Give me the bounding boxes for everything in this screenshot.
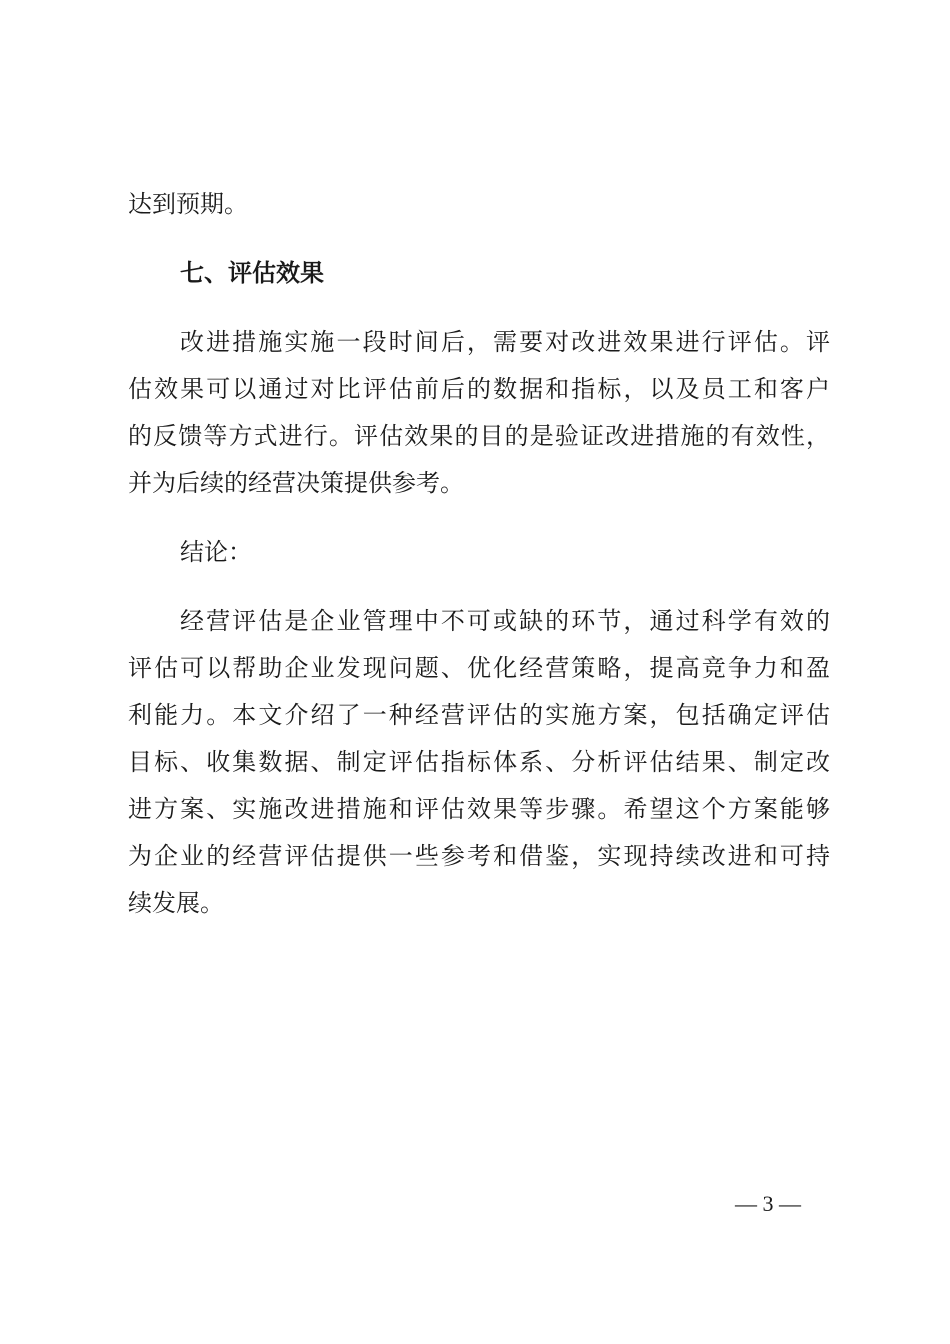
paragraph-line: 目标、收集数据、制定评估指标体系、分析评估结果、制定改 xyxy=(128,748,830,776)
paragraph-gap xyxy=(128,297,830,319)
paragraph-line: 续发展。 xyxy=(128,889,224,917)
paragraph-line: 评估可以帮助企业发现问题、优化经营策略，提高竞争力和盈 xyxy=(128,654,830,682)
paragraph-gap xyxy=(128,507,830,529)
paragraph-line: 的反馈等方式进行。评估效果的目的是验证改进措施的有效性， xyxy=(128,422,830,450)
paragraph-line: 改进措施实施一段时间后，需要对改进效果进行评估。评 xyxy=(180,328,830,356)
paragraph-gap xyxy=(128,228,830,250)
page-number: — 3 — xyxy=(735,1191,801,1216)
paragraph-line: 并为后续的经营决策提供参考。 xyxy=(128,469,464,497)
section-paragraph xyxy=(128,319,830,507)
paragraph-line: 进方案、实施改进措施和评估效果等步骤。希望这个方案能够 xyxy=(128,795,830,823)
conclusion-paragraph xyxy=(128,598,830,927)
conclusion-label: 结论： xyxy=(180,538,252,566)
paragraph-line: 为企业的经营评估提供一些参考和借鉴，实现持续改进和可持 xyxy=(128,842,830,870)
continuation-line: 达到预期。 xyxy=(128,190,248,218)
section-heading: 七、评估效果 xyxy=(180,259,324,287)
paragraph-line: 利能力。本文介绍了一种经营评估的实施方案，包括确定评估 xyxy=(128,701,830,729)
document-body xyxy=(128,181,830,927)
paragraph-line: 经营评估是企业管理中不可或缺的环节，通过科学有效的 xyxy=(180,607,830,635)
paragraph-gap xyxy=(128,576,830,598)
paragraph-line: 估效果可以通过对比评估前后的数据和指标，以及员工和客户 xyxy=(128,375,830,403)
